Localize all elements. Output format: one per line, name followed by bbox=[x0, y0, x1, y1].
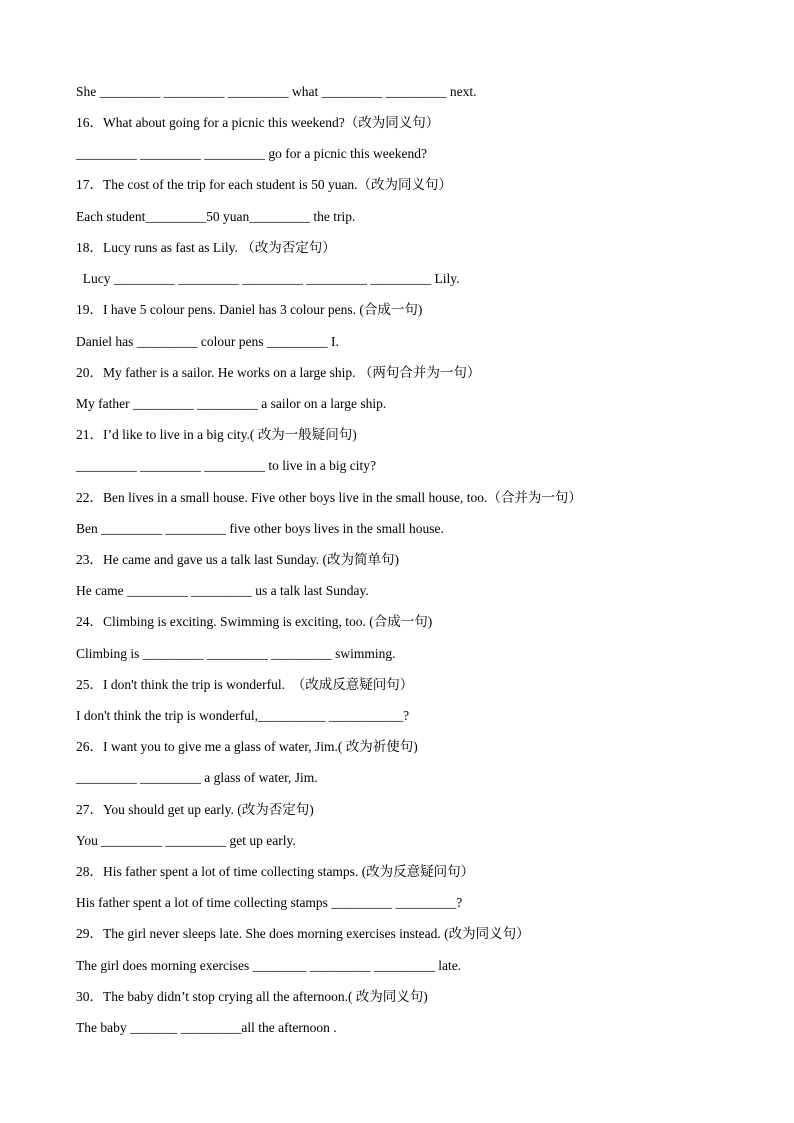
answer-line: The baby _______ _________all the afternoon . bbox=[76, 1020, 337, 1035]
answer-line: _________ _________ a glass of water, Jim. bbox=[76, 770, 318, 785]
answer-line: _________ _________ _________ go for a picnic this weekend? bbox=[76, 146, 427, 161]
answer-line: His father spent a lot of time collecting stamps _________ _________? bbox=[76, 895, 463, 910]
question-19: 19．I have 5 colour pens. Daniel has 3 colour pens. (合成一句) bbox=[76, 302, 423, 317]
question-29: 29．The girl never sleeps late. She does morning exercises instead. (改为同义句） bbox=[76, 926, 530, 941]
question-25: 25．I don't think the trip is wonderful. （改成反意疑问句） bbox=[76, 677, 414, 692]
answer-line: My father _________ _________ a sailor on a large ship. bbox=[76, 396, 387, 411]
question-28: 28．His father spent a lot of time collecting stamps. (改为反意疑问句） bbox=[76, 864, 475, 879]
answer-line: The girl does morning exercises ________ _________ _________ late. bbox=[76, 958, 462, 973]
question-22: 22．Ben lives in a small house. Five other boys live in the small house, too.（合并为一句） bbox=[76, 490, 582, 505]
answer-line: He came _________ _________ us a talk last Sunday. bbox=[76, 583, 369, 598]
answer-line: You _________ _________ get up early. bbox=[76, 833, 296, 848]
question-17: 17．The cost of the trip for each student is 50 yuan.（改为同义句） bbox=[76, 177, 453, 192]
question-30: 30．The baby didn’t stop crying all the afternoon.( 改为同义句) bbox=[76, 989, 428, 1004]
question-16: 16．What about going for a picnic this weekend?（改为同义句） bbox=[76, 115, 440, 130]
question-27: 27．You should get up early. (改为否定句) bbox=[76, 802, 314, 817]
answer-line: Ben _________ _________ five other boys lives in the small house. bbox=[76, 521, 444, 536]
question-24: 24．Climbing is exciting. Swimming is exciting, too. (合成一句) bbox=[76, 614, 433, 629]
answer-line: Daniel has _________ colour pens _________ I. bbox=[76, 334, 339, 349]
answer-line: Lucy _________ _________ _________ _________ _________ Lily. bbox=[76, 271, 460, 286]
question-20: 20．My father is a sailor. He works on a large ship. （两句合并为一句） bbox=[76, 365, 481, 380]
answer-line: Each student_________50 yuan_________ the trip. bbox=[76, 209, 356, 224]
answer-line: Climbing is _________ _________ _________ swimming. bbox=[76, 646, 396, 661]
question-21: 21．I’d like to live in a big city.( 改为一般疑问句) bbox=[76, 427, 357, 442]
answer-line: _________ _________ _________ to live in a big city? bbox=[76, 458, 376, 473]
answer-line: She _________ _________ _________ what _________ _________ next. bbox=[76, 84, 477, 99]
answer-line: I don't think the trip is wonderful,__________ ___________? bbox=[76, 708, 410, 723]
question-26: 26．I want you to give me a glass of water, Jim.( 改为祈使句) bbox=[76, 739, 418, 754]
question-23: 23．He came and gave us a talk last Sunday. (改为简单句) bbox=[76, 552, 400, 567]
question-18: 18．Lucy runs as fast as Lily. （改为否定句） bbox=[76, 240, 336, 255]
